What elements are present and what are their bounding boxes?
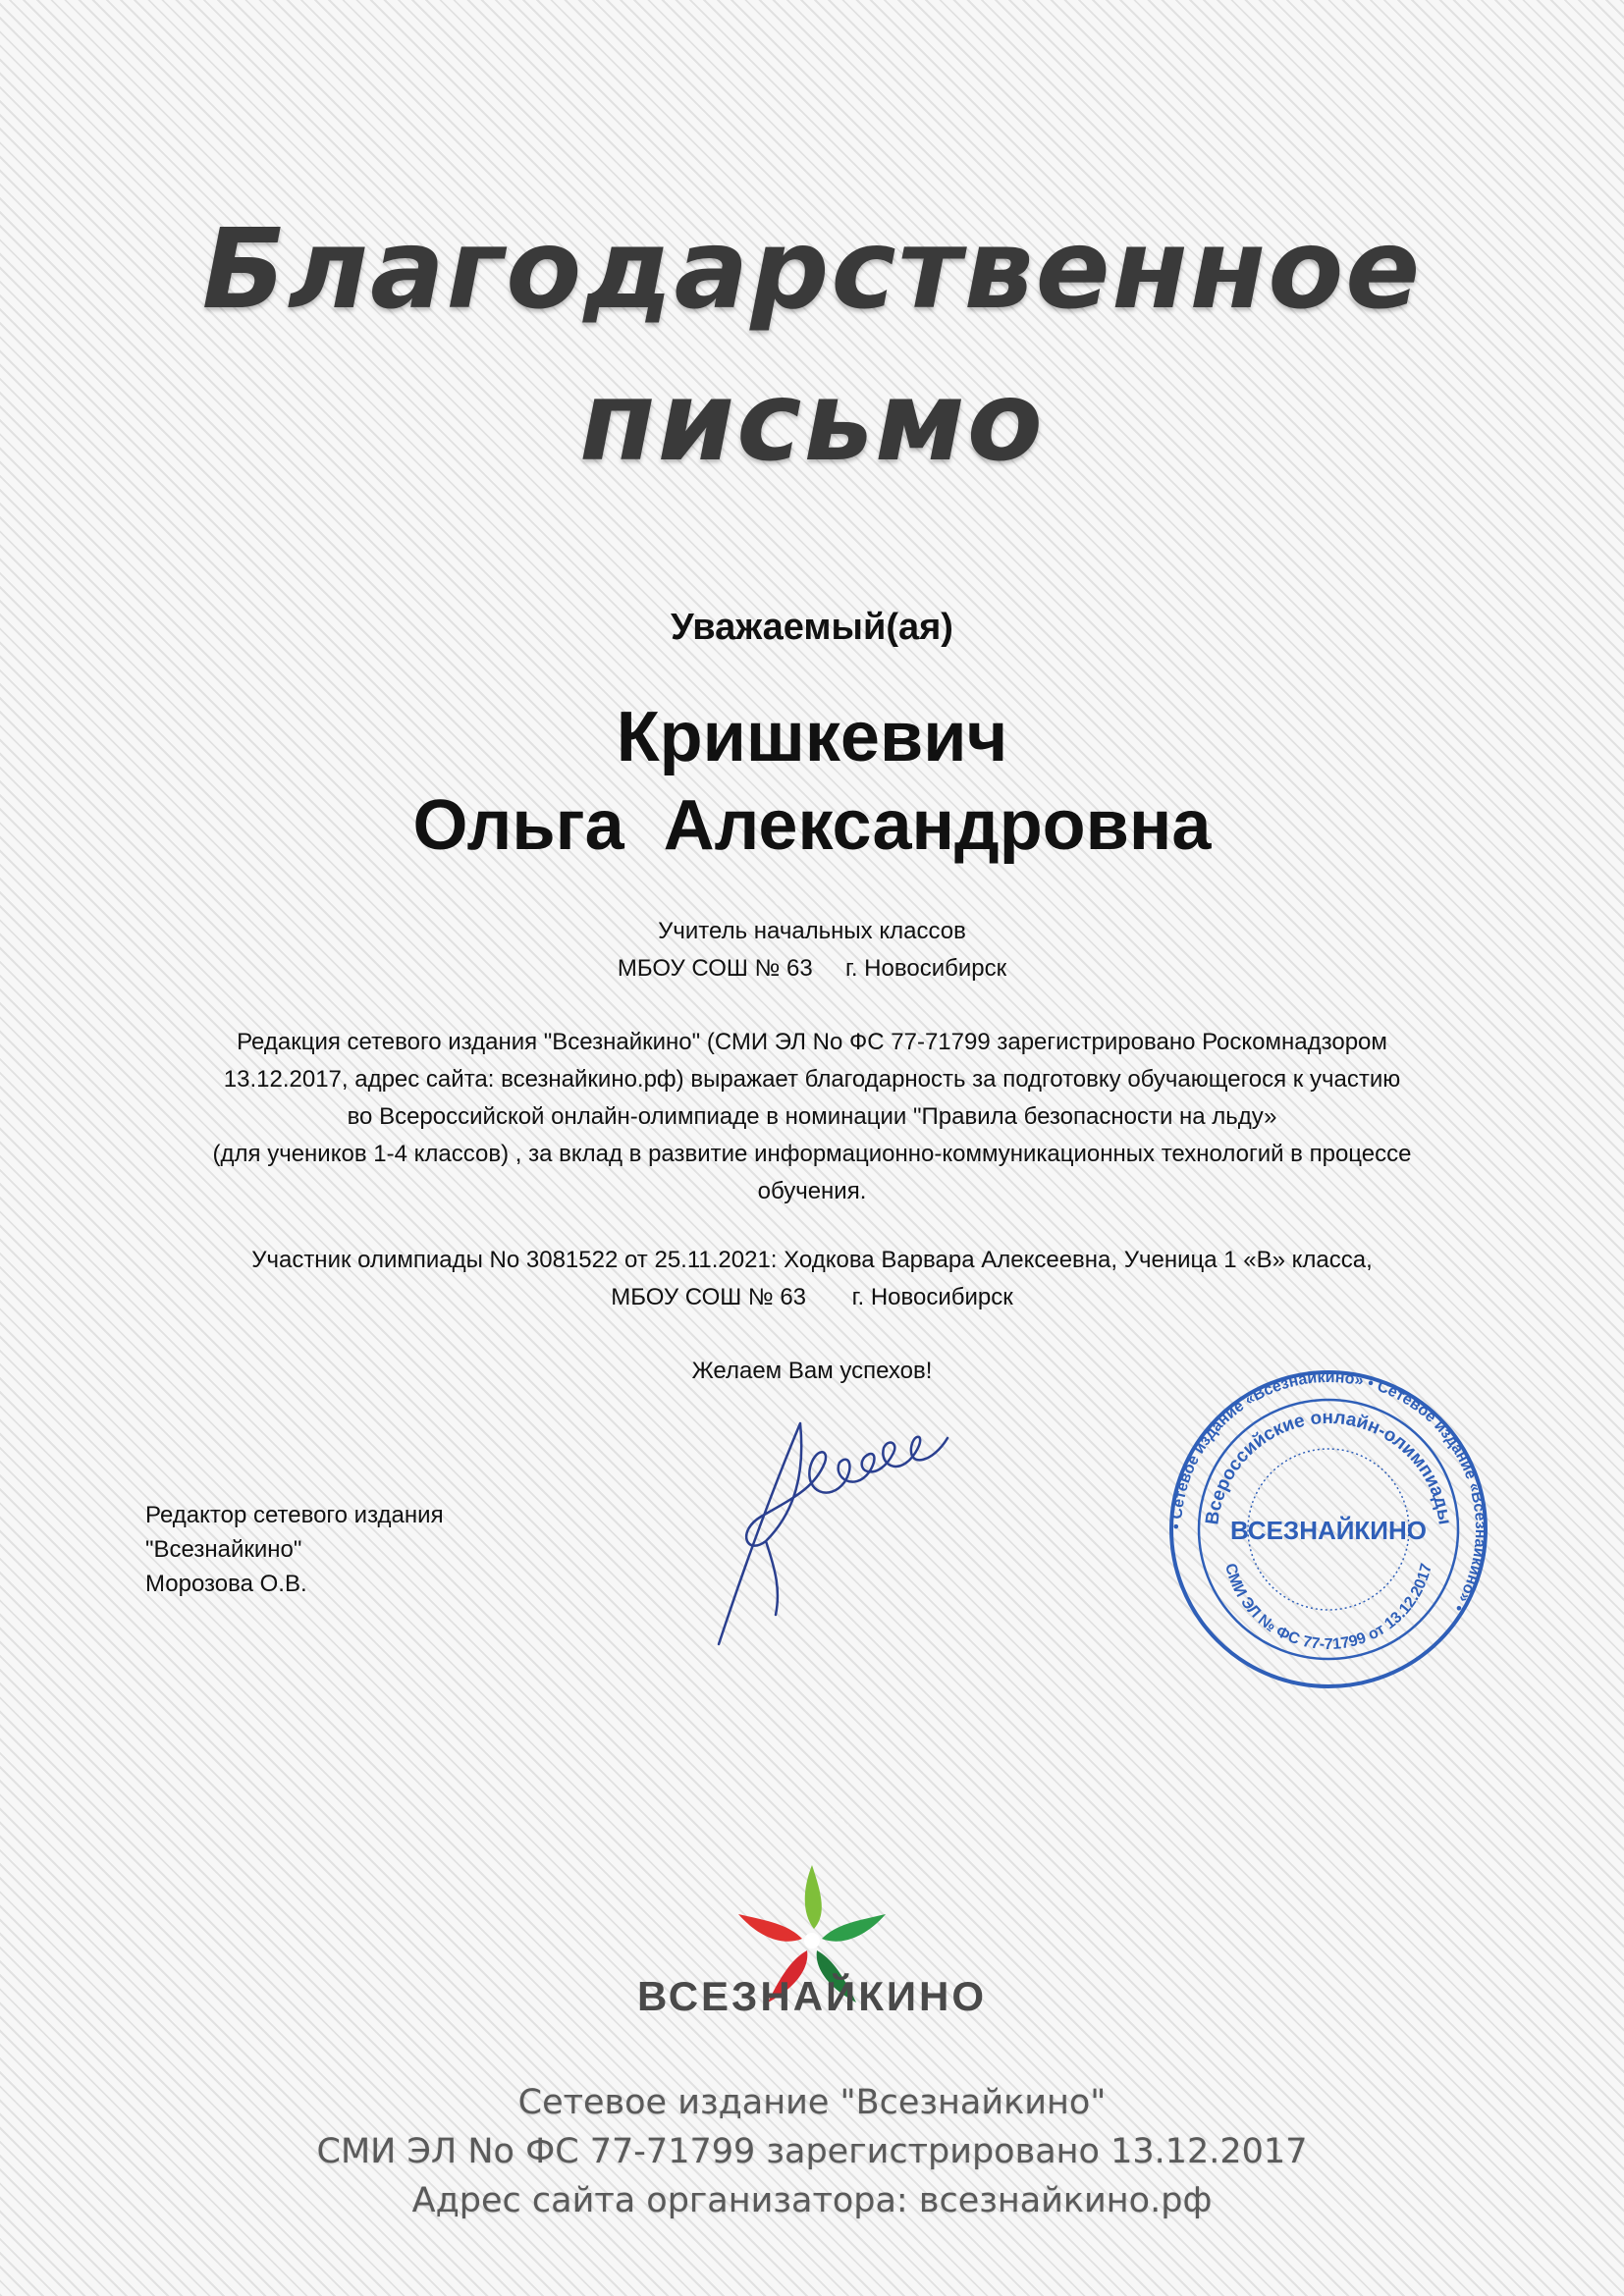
- stamp: [1166, 1367, 1490, 1691]
- footer-publication: Сетевое издание "Всезнайкино": [517, 2083, 1107, 2122]
- body-line: обучения.: [757, 1178, 867, 1204]
- editor-publication: "Всезнайкино": [145, 1536, 302, 1563]
- body-text: [137, 1024, 1487, 1210]
- stamp-center-text: ВСЕЗНАЙКИНО: [1230, 1516, 1427, 1545]
- body-line: (для учеников 1-4 классов) , за вклад в развитие информационно-коммуникационных технологий в процессе: [212, 1141, 1412, 1167]
- title-line-2: письмо: [579, 358, 1045, 486]
- wishes: Желаем Вам успехов!: [691, 1358, 933, 1384]
- participant-line-2: МБОУ СОШ № 63 г. Новосибирск: [611, 1284, 1013, 1310]
- body-line: Редакция сетевого издания "Всезнайкино" (СМИ ЭЛ No ФС 77-71799 зарегистрировано Роскомнадзором: [237, 1029, 1387, 1055]
- recipient-position: [0, 913, 1624, 988]
- participant-line-1: Участник олимпиады No 3081522 от 25.11.2021: Ходкова Варвара Алексеевна, Ученица 1 «В» класса,: [251, 1247, 1373, 1273]
- position-role: Учитель начальных классов: [658, 918, 966, 944]
- body-line: 13.12.2017, адрес сайта: всезнайкино.рф) выражает благодарность за подготовку обучающегося к участию: [223, 1066, 1401, 1093]
- recipient-surname: Кришкевич: [616, 698, 1008, 776]
- recipient-given-names: Ольга Александровна: [412, 786, 1212, 865]
- body-line: во Всероссийской онлайн-олимпиаде в номинации "Правила безопасности на льду»: [347, 1103, 1277, 1130]
- greeting: Уважаемый(ая): [671, 607, 953, 648]
- participant-info: [0, 1242, 1624, 1316]
- footer-registration: СМИ ЭЛ No ФС 77-71799 зарегистрировано 13.12.2017: [316, 2132, 1308, 2171]
- logo-text: ВСЕЗНАЙКИНО: [636, 1973, 988, 2019]
- stamp-top-text: Всероссийские онлайн-олимпиады: [1202, 1407, 1455, 1526]
- stamp-outer-text: • Сетевое издание «Всезнайкино» • Сетевое издание «Всезнайкино» •: [1167, 1368, 1489, 1615]
- editor-block: [145, 1498, 444, 1601]
- signature: [707, 1394, 982, 1649]
- position-school: МБОУ СОШ № 63 г. Новосибирск: [617, 955, 1007, 982]
- title-line-1: Благодарственное: [201, 206, 1423, 334]
- footer-website: Адрес сайта организатора: всезнайкино.рф: [411, 2181, 1213, 2220]
- editor-name: Морозова О.В.: [145, 1571, 307, 1597]
- stamp-bottom-text: СМИ ЭЛ № ФС 77-71799 от 13.12.2017: [1221, 1562, 1435, 1654]
- editor-title: Редактор сетевого издания: [145, 1502, 444, 1528]
